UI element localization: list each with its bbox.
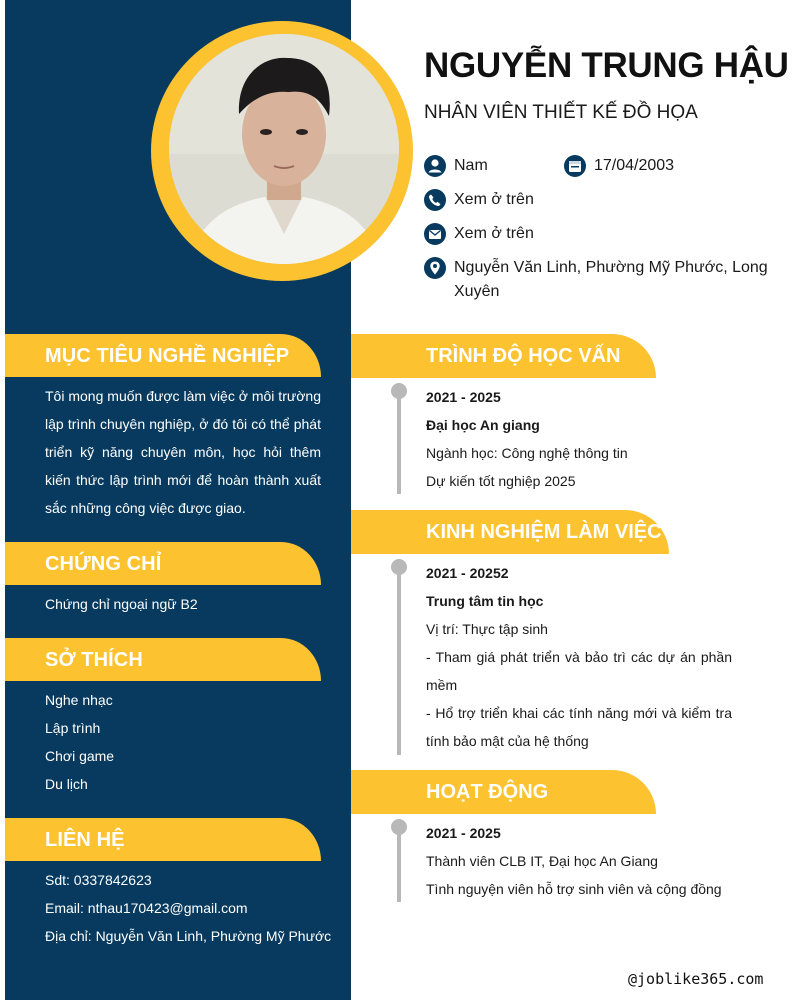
- experience-position: Vị trí: Thực tập sinh: [426, 621, 548, 637]
- objective-title: MỤC TIÊU NGHỀ NGHIỆP: [45, 345, 290, 367]
- job-title: NHÂN VIÊN THIẾT KẾ ĐỒ HỌA: [424, 102, 698, 123]
- experience-header: [351, 510, 669, 554]
- education-graduation: Dự kiến tốt nghiệp 2025: [426, 473, 576, 489]
- timeline-line: [397, 391, 401, 494]
- experience-duty: - Tham giá phát triển và bảo trì các dự án phần mềm: [426, 649, 732, 693]
- birthday-value: 17/04/2003: [594, 157, 675, 174]
- experience-period: 2021 - 20252: [426, 565, 509, 581]
- email-icon: [424, 223, 446, 245]
- education-title: TRÌNH ĐỘ HỌC VẤN: [426, 345, 621, 367]
- contact-phone: Sdt: 0337842623: [45, 872, 152, 888]
- experience-company: Trung tâm tin học: [426, 593, 544, 609]
- hobby-item: Lập trình: [45, 720, 101, 736]
- activity-item: Tình nguyện viên hỗ trợ sinh viên và cộng đồng: [426, 881, 722, 897]
- calendar-icon: [564, 155, 586, 177]
- gender-value: Nam: [454, 157, 488, 174]
- hobby-item: Du lịch: [45, 776, 88, 792]
- location-icon: [424, 257, 446, 279]
- contact-email: Email: nthau170423@gmail.com: [45, 900, 248, 916]
- certificates-header: [5, 542, 321, 585]
- education-entry: [426, 383, 732, 495]
- activities-header: [351, 770, 656, 814]
- contact-title: LIÊN HỆ: [45, 829, 125, 851]
- education-period: 2021 - 2025: [426, 389, 501, 405]
- email-value: Xem ở trên: [454, 225, 534, 242]
- experience-duty: - Hổ trợ triển khai các tính năng mới và kiểm tra tính bảo mật của hệ thống: [426, 705, 732, 749]
- experience-entry: [426, 559, 732, 755]
- contact-list: [45, 866, 345, 950]
- contact-address: Địa chỉ: Nguyễn Văn Linh, Phường Mỹ Phước: [45, 928, 332, 944]
- objective-header: [5, 334, 321, 377]
- hobby-item: Nghe nhạc: [45, 692, 113, 708]
- address-value: Nguyễn Văn Linh, Phường Mỹ Phước, Long Xuyên: [454, 259, 768, 300]
- timeline-line: [397, 827, 401, 902]
- activities-entry: [426, 819, 732, 903]
- candidate-name: NGUYỄN TRUNG HẬU: [424, 46, 789, 85]
- objective-text: Tôi mong muốn được làm việc ở môi trường lập trình chuyên nghiệp, ở đó tôi có thể phát triển kỹ năng chuyên môn, học hỏi thêm kiến thức lập trình mới để hoàn thành xuất sắc những công việc được giao.: [45, 388, 321, 516]
- watermark: @joblike365.com: [628, 970, 764, 988]
- hobby-item: Chơi game: [45, 748, 115, 764]
- certificate-item: Chứng chỉ ngoại ngữ B2: [45, 596, 198, 612]
- user-icon: [424, 155, 446, 177]
- certificates-title: CHỨNG CHỈ: [45, 553, 162, 575]
- education-major: Ngành học: Công nghệ thông tin: [426, 445, 628, 461]
- timeline-line: [397, 567, 401, 755]
- phone-value: Xem ở trên: [454, 191, 534, 208]
- phone-icon: [424, 189, 446, 211]
- hobbies-list: [45, 686, 321, 798]
- hobbies-header: [5, 638, 321, 681]
- activities-period: 2021 - 2025: [426, 825, 501, 841]
- contact-header: [5, 818, 321, 861]
- hobbies-title: SỞ THÍCH: [45, 649, 143, 671]
- activities-title: HOẠT ĐỘNG: [426, 781, 549, 803]
- experience-title: KINH NGHIỆM LÀM VIỆC: [426, 521, 662, 543]
- activity-item: Thành viên CLB IT, Đại học An Giang: [426, 853, 658, 869]
- profile-photo: [169, 34, 399, 264]
- education-school: Đại học An giang: [426, 417, 540, 433]
- education-header: [351, 334, 656, 378]
